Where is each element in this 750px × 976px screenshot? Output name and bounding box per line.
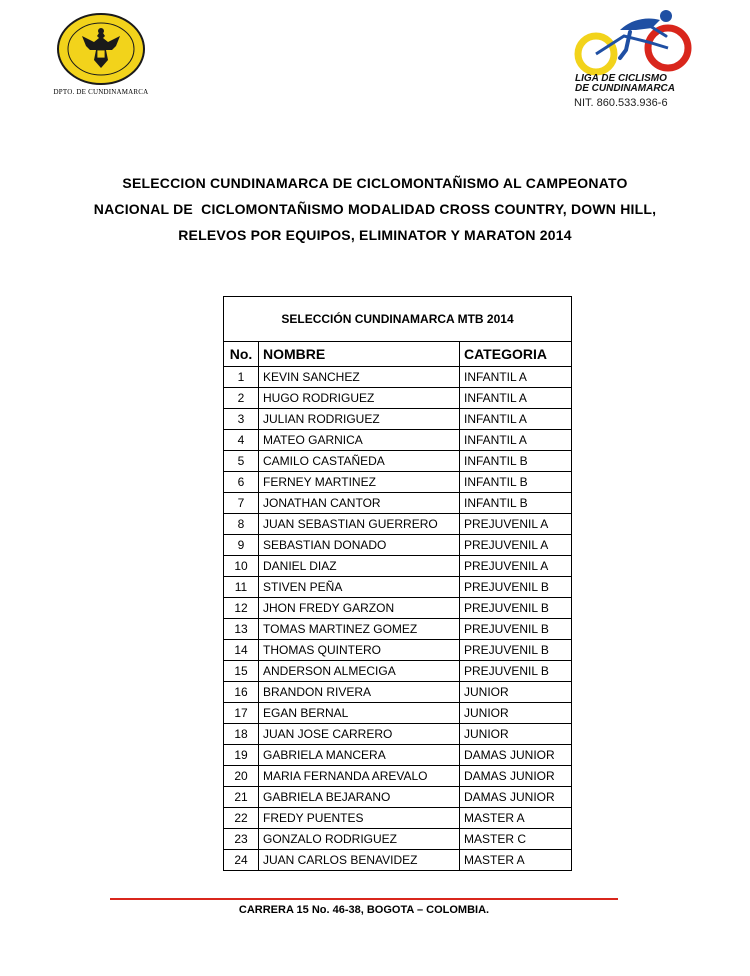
athlete-name: JUAN JOSE CARRERO xyxy=(259,724,460,745)
athlete-category: JUNIOR xyxy=(460,682,572,703)
table-row xyxy=(224,640,572,661)
athlete-name: JHON FREDY GARZON xyxy=(259,598,460,619)
row-number: 9 xyxy=(224,535,259,556)
row-number: 23 xyxy=(224,829,259,850)
table-row xyxy=(224,451,572,472)
table-row xyxy=(224,409,572,430)
row-number: 11 xyxy=(224,577,259,598)
row-number: 6 xyxy=(224,472,259,493)
athlete-category: INFANTIL B xyxy=(460,451,572,472)
athlete-name: DANIEL DIAZ xyxy=(259,556,460,577)
athlete-category: PREJUVENIL B xyxy=(460,619,572,640)
document-title xyxy=(60,170,690,248)
athlete-name: FREDY PUENTES xyxy=(259,808,460,829)
athlete-category: PREJUVENIL B xyxy=(460,661,572,682)
league-name-line1: LIGA DE CICLISMO xyxy=(575,73,667,84)
athlete-name: JUAN CARLOS BENAVIDEZ xyxy=(259,850,460,871)
athlete-name: TOMAS MARTINEZ GOMEZ xyxy=(259,619,460,640)
footer-address: CARRERA 15 No. 46-38, BOGOTA – COLOMBIA. xyxy=(238,904,490,916)
table-row xyxy=(224,556,572,577)
row-number: 2 xyxy=(224,388,259,409)
athlete-category: PREJUVENIL B xyxy=(460,598,572,619)
department-caption: DPTO. DE CUNDINAMARCA xyxy=(53,88,149,96)
table-row xyxy=(224,661,572,682)
table-row xyxy=(224,619,572,640)
table-row xyxy=(224,850,572,871)
row-number: 13 xyxy=(224,619,259,640)
athlete-category: PREJUVENIL A xyxy=(460,514,572,535)
table-row xyxy=(224,766,572,787)
table-row xyxy=(224,535,572,556)
athlete-category: INFANTIL A xyxy=(460,388,572,409)
column-header-no: No. xyxy=(224,342,259,367)
row-number: 22 xyxy=(224,808,259,829)
row-number: 17 xyxy=(224,703,259,724)
selection-table-wrap xyxy=(223,296,571,871)
row-number: 7 xyxy=(224,493,259,514)
athlete-category: INFANTIL A xyxy=(460,409,572,430)
athlete-category: INFANTIL A xyxy=(460,367,572,388)
athlete-category: INFANTIL A xyxy=(460,430,572,451)
league-nit: NIT. 860.533.936-6 xyxy=(574,97,668,109)
athlete-name: EGAN BERNAL xyxy=(259,703,460,724)
athlete-name: MARIA FERNANDA AREVALO xyxy=(259,766,460,787)
table-row xyxy=(224,703,572,724)
row-number: 10 xyxy=(224,556,259,577)
athlete-name: KEVIN SANCHEZ xyxy=(259,367,460,388)
row-number: 3 xyxy=(224,409,259,430)
athlete-name: BRANDON RIVERA xyxy=(259,682,460,703)
table-caption: SELECCIÓN CUNDINAMARCA MTB 2014 xyxy=(224,297,572,342)
athlete-name: JULIAN RODRIGUEZ xyxy=(259,409,460,430)
athlete-category: PREJUVENIL B xyxy=(460,640,572,661)
athlete-name: GABRIELA BEJARANO xyxy=(259,787,460,808)
athlete-name: GABRIELA MANCERA xyxy=(259,745,460,766)
athlete-name: ANDERSON ALMECIGA xyxy=(259,661,460,682)
athlete-name: STIVEN PEÑA xyxy=(259,577,460,598)
cyclist-icon xyxy=(570,6,700,76)
table-row xyxy=(224,682,572,703)
athlete-name: JONATHAN CANTOR xyxy=(259,493,460,514)
athlete-name: JUAN SEBASTIAN GUERRERO xyxy=(259,514,460,535)
cundinamarca-logo xyxy=(46,12,156,100)
athlete-name: THOMAS QUINTERO xyxy=(259,640,460,661)
row-number: 8 xyxy=(224,514,259,535)
table-row xyxy=(224,577,572,598)
row-number: 19 xyxy=(224,745,259,766)
column-header-category: CATEGORIA xyxy=(460,342,572,367)
selection-table xyxy=(223,296,572,871)
athlete-name: FERNEY MARTINEZ xyxy=(259,472,460,493)
athlete-category: DAMAS JUNIOR xyxy=(460,766,572,787)
table-row xyxy=(224,598,572,619)
table-row xyxy=(224,724,572,745)
athlete-category: PREJUVENIL B xyxy=(460,577,572,598)
row-number: 4 xyxy=(224,430,259,451)
cundinamarca-coat-of-arms-icon xyxy=(56,12,146,86)
table-row xyxy=(224,514,572,535)
athlete-name: HUGO RODRIGUEZ xyxy=(259,388,460,409)
league-name-line2: DE CUNDINAMARCA xyxy=(575,83,675,94)
row-number: 16 xyxy=(224,682,259,703)
row-number: 12 xyxy=(224,598,259,619)
athlete-category: MASTER C xyxy=(460,829,572,850)
table-row xyxy=(224,430,572,451)
row-number: 15 xyxy=(224,661,259,682)
athlete-category: MASTER A xyxy=(460,850,572,871)
table-row xyxy=(224,388,572,409)
athlete-name: MATEO GARNICA xyxy=(259,430,460,451)
athlete-name: GONZALO RODRIGUEZ xyxy=(259,829,460,850)
athlete-category: DAMAS JUNIOR xyxy=(460,787,572,808)
table-row xyxy=(224,787,572,808)
table-body xyxy=(224,367,572,871)
row-number: 24 xyxy=(224,850,259,871)
row-number: 1 xyxy=(224,367,259,388)
table-row xyxy=(224,829,572,850)
athlete-category: PREJUVENIL A xyxy=(460,535,572,556)
table-row xyxy=(224,745,572,766)
athlete-category: INFANTIL B xyxy=(460,493,572,514)
title-line-2: NACIONAL DE CICLOMONTAÑISMO MODALIDAD CROSS COUNTRY, DOWN HILL, xyxy=(93,201,657,217)
table-row xyxy=(224,367,572,388)
row-number: 21 xyxy=(224,787,259,808)
row-number: 18 xyxy=(224,724,259,745)
title-line-1: SELECCION CUNDINAMARCA DE CICLOMONTAÑISMO AL CAMPEONATO xyxy=(122,175,628,191)
row-number: 20 xyxy=(224,766,259,787)
athlete-name: CAMILO CASTAÑEDA xyxy=(259,451,460,472)
footer-divider xyxy=(110,898,618,900)
column-header-name: NOMBRE xyxy=(259,342,460,367)
row-number: 5 xyxy=(224,451,259,472)
table-row xyxy=(224,808,572,829)
title-line-3: RELEVOS POR EQUIPOS, ELIMINATOR Y MARATON 2014 xyxy=(178,227,572,243)
athlete-category: JUNIOR xyxy=(460,703,572,724)
athlete-category: INFANTIL B xyxy=(460,472,572,493)
league-name xyxy=(575,74,705,94)
athlete-category: JUNIOR xyxy=(460,724,572,745)
athlete-category: PREJUVENIL A xyxy=(460,556,572,577)
athlete-name: SEBASTIAN DONADO xyxy=(259,535,460,556)
row-number: 14 xyxy=(224,640,259,661)
table-row xyxy=(224,493,572,514)
athlete-category: DAMAS JUNIOR xyxy=(460,745,572,766)
athlete-category: MASTER A xyxy=(460,808,572,829)
table-row xyxy=(224,472,572,493)
